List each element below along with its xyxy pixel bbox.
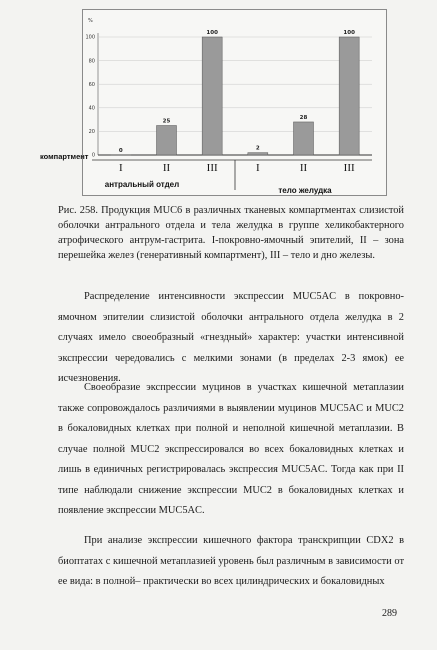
group-label: тело желудка	[278, 186, 332, 195]
category-label: II	[299, 162, 308, 174]
category-label: III	[206, 162, 218, 174]
category-label: II	[162, 162, 171, 174]
bar	[339, 37, 359, 155]
data-label: 2	[255, 145, 260, 152]
y-tick-label: 0	[91, 152, 95, 159]
x-axis-title: компартмент	[40, 152, 89, 161]
paragraph: При анализе экспрессии кишечного фактора транскрипции CDX2 в биоптатах с кишечной метаплазией уровень был различным в зависимости от ее вида: в полной– практически во всех цилиндрических и бокаловидных	[58, 535, 404, 587]
paragraph: Своеобразие экспрессии муцинов в участках кишечной метаплазии также сопровождалось различиями в выявлении муцинов MUC5AC и MUC2 в бокаловидных клетках при полной и неполной кишечной метаплазии. В случае полной MUC2 экспрессировался во всех бокаловидных клетках и лишь в единичных регистрировалась экспрессия MUC5AC. Тогда как при II типе наблюдали снижение экспрессии MUC2 в бокаловидных клетках и появление экспрессии MUC5AC.	[58, 382, 404, 516]
bar	[202, 37, 222, 155]
paragraph: Распределение интенсивности экспрессии MUC5AC в покровно-ямочном эпителии слизистой оболочки антрального отдела желудка в 2 случаях имело своеобразный «гнездный» характер: участки интенсивной экспрессии чередовались с мелкими зонами (в пределах 2-3 ямок) ее исчезновения.	[58, 291, 404, 384]
y-tick-label: 20	[88, 129, 95, 136]
group-label: антральный отдел	[104, 180, 180, 189]
y-tick-label: 100	[85, 34, 95, 41]
data-label: 100	[343, 30, 355, 36]
category-label: III	[343, 162, 355, 174]
data-label: 25	[162, 118, 171, 125]
bar	[157, 126, 177, 156]
y-tick-label: 60	[88, 81, 95, 88]
bar	[294, 122, 314, 155]
y-tick-label: 40	[88, 105, 95, 112]
bar	[248, 153, 268, 155]
y-unit-label: %	[88, 18, 93, 24]
data-label: 100	[206, 30, 218, 36]
page-number: 289	[382, 608, 397, 619]
y-tick-label: 80	[88, 58, 95, 65]
category-label: I	[255, 162, 260, 174]
data-label: 0	[118, 148, 123, 154]
category-label: I	[118, 162, 123, 174]
mucin-bar-chart	[0, 0, 437, 200]
data-label: 28	[299, 114, 308, 121]
figure-caption: Рис. 258. Продукция MUC6 в различных тканевых компартментах слизистой оболочки антрального отдела и тела желудка в группе хеликобактерного атрофического антрум-гастрита. I-покровно-ямочный эпителий, II – зона перешейка желез (генеративный компартмент), III – тело и дно железы.	[58, 205, 404, 261]
